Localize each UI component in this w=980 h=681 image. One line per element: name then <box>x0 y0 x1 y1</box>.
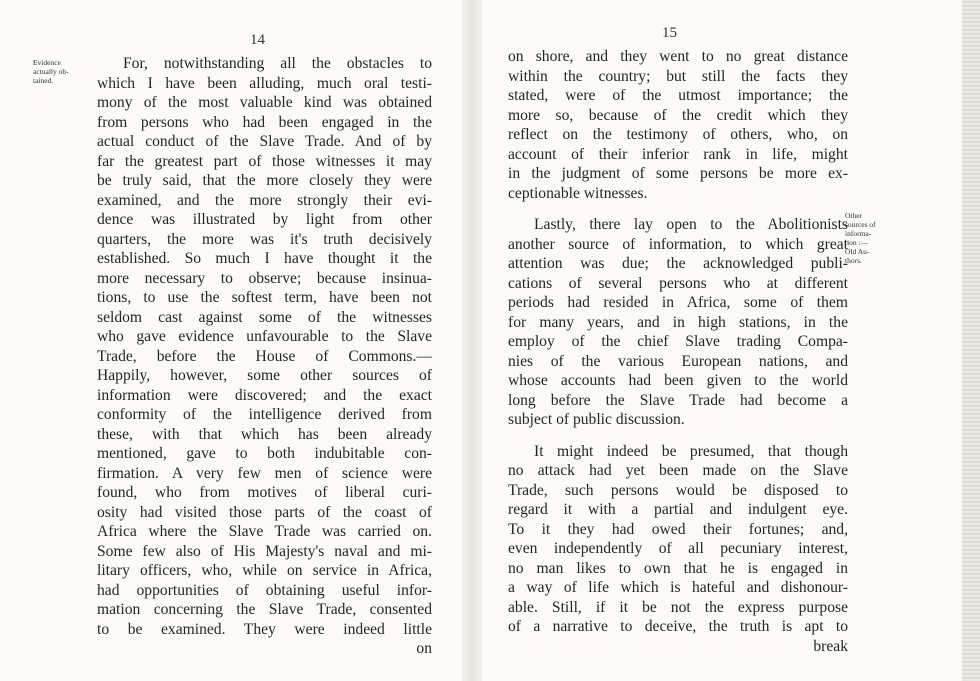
text-line: who gave evidence unfavourable to the Slave <box>97 328 432 345</box>
text-line: far the greatest part of those witnesses it may <box>97 152 432 170</box>
text-line: even independently of all pecuniary interest, <box>508 540 848 557</box>
text-line: subject of public discussion. <box>508 411 685 428</box>
text-line: osity had visited those parts of the coast of <box>97 503 432 521</box>
text-line: tions, to use the softest term, have been not <box>97 289 432 306</box>
sidenote-line: tion :— <box>845 238 869 247</box>
text-line: Some few also of His Majesty's naval and mi- <box>97 542 432 560</box>
text-line: Trade, such persons would be disposed to <box>508 481 848 499</box>
text-line: which I have been alluding, much oral testi- <box>97 74 432 92</box>
sidenote-line: Evidence <box>33 58 61 67</box>
text-line: dence was illustrated by light from other <box>97 211 432 228</box>
catchword: break <box>813 637 848 655</box>
text-line: nies of the various European nations, and <box>508 352 848 370</box>
right-body-text <box>508 47 848 656</box>
text-line: firmation. A very few men of science were <box>97 464 432 482</box>
text-line: examined, and the more strongly their evi- <box>97 191 432 209</box>
text-line: regard it with a partial and indulgent eye. <box>508 501 848 518</box>
text-line: no man likes to own that he is engaged in <box>508 559 848 577</box>
text-line: Lastly, there lay open to the Abolitionists <box>534 216 848 233</box>
text-line: account of their inferior rank in life, might <box>508 145 848 163</box>
text-line: quarters, the more was it's truth decisively <box>97 230 432 248</box>
left-body-text <box>97 54 432 659</box>
text-line: mentioned, gave to both indubitable con- <box>97 445 432 462</box>
text-line: more so, because of the credit which they <box>508 106 848 124</box>
text-line: able. Still, if it be not the express purpose <box>508 598 848 616</box>
text-line: employ of the chief Slave trading Compa- <box>508 333 848 350</box>
text-line: ceptionable witnesses. <box>508 184 648 202</box>
text-line: another source of information, to which great <box>508 235 848 253</box>
text-line: of a narrative to deceive, the truth is apt to <box>508 618 848 635</box>
text-line: Africa where the Slave Trade was carried on. <box>97 523 432 540</box>
text-line: established. So much I have thought it the <box>97 250 432 267</box>
text-line: mation concerning the Slave Trade, consented <box>97 601 432 618</box>
text-line: no attack had yet been made on the Slave <box>508 462 848 479</box>
text-line: these, with that which has been already <box>97 425 432 443</box>
text-line: conformity of the intelligence derived from <box>97 406 432 423</box>
text-line: found, who from motives of liberal curi- <box>97 484 432 501</box>
text-line: litary officers, who, while on service in Africa, <box>97 562 432 579</box>
text-line: information were discovered; and the exact <box>97 386 432 404</box>
page-edge <box>962 0 980 681</box>
text-line: periods had resided in Africa, some of them <box>508 294 848 311</box>
text-line: had opportunities of obtaining useful infor- <box>97 581 432 599</box>
sidenote-line: sources of <box>845 220 876 229</box>
text-line: be truly said, that the more closely they were <box>97 172 432 189</box>
text-line: seldom cast against some of the witnesses <box>97 308 432 326</box>
page-number-right: 15 <box>662 25 677 41</box>
text-line: mony of the most valuable kind was obtained <box>97 94 432 111</box>
sidenote-line: thors. <box>845 256 862 265</box>
text-line: For, notwithstanding all the obstacles to <box>123 55 432 72</box>
sidenote-other-sources <box>845 211 876 265</box>
text-line: stated, were of the utmost importance; the <box>508 87 848 104</box>
left-page <box>0 0 462 681</box>
text-line: long before the Slave Trade had become a <box>508 391 848 409</box>
sidenote-line: tained. <box>33 76 54 85</box>
text-line: Happily, however, some other sources of <box>97 367 432 384</box>
text-line: within the country; but still the facts they <box>508 67 848 85</box>
text-line: a way of life which is hateful and dishonour- <box>508 579 848 596</box>
catchword: on <box>416 640 432 657</box>
text-line: for many years, and in high stations, in the <box>508 313 848 331</box>
text-line: actual conduct of the Slave Trade. And of by <box>97 133 432 150</box>
text-line: attention was due; the acknowledged publi- <box>508 255 848 272</box>
text-line: to be examined. They were indeed little <box>97 620 432 638</box>
text-line: Trade, before the House of Commons.— <box>97 347 432 365</box>
text-line: on shore, and they went to no great distance <box>508 48 848 65</box>
text-line: cations of several persons who at different <box>508 274 848 292</box>
text-line: from persons who had been engaged in the <box>97 113 432 131</box>
text-line: more necessary to observe; because insinua- <box>97 269 432 287</box>
sidenote-evidence <box>33 58 69 85</box>
right-page <box>470 0 980 681</box>
sidenote-line: informa- <box>845 229 872 238</box>
text-line: reflect on the testimony of others, who, on <box>508 126 848 143</box>
sidenote-line: actually ob- <box>33 67 69 76</box>
text-line: To it they had owed their fortunes; and, <box>508 520 848 538</box>
text-line: whose accounts had been given to the world <box>508 372 848 389</box>
text-line: It might indeed be presumed, that though <box>534 442 848 460</box>
page-number-left: 14 <box>250 32 265 48</box>
sidenote-line: Other <box>845 211 863 220</box>
text-line: in the judgment of some persons be more ex- <box>508 165 848 182</box>
sidenote-line: Old Au- <box>845 247 870 256</box>
